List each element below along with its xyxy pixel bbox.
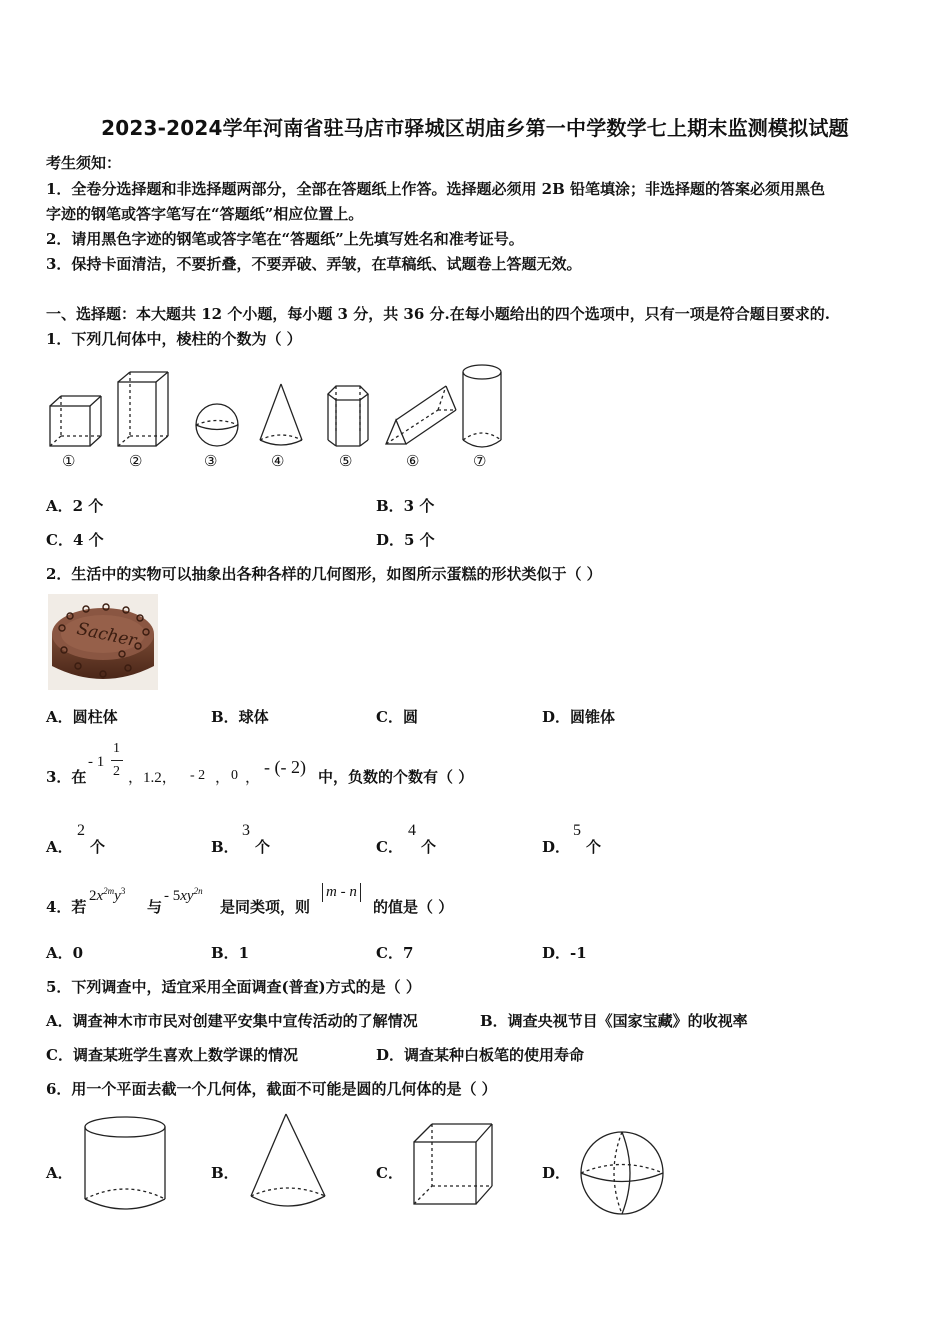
q1-label-7: ⑦: [473, 452, 487, 470]
q3-prefix: 3．在: [46, 768, 87, 786]
q4-option-a[interactable]: A．0: [46, 944, 84, 962]
q3-option-a-value: 2: [77, 822, 85, 839]
notice-item-2: 2．请用黑色字迹的钢笔或答字笔在“答题纸”上先填写姓名和准考证号。: [46, 230, 524, 248]
q6-sphere-figure[interactable]: [580, 1130, 670, 1220]
cube-solid-icon: [50, 396, 101, 446]
q4-abs-expression: m - n: [322, 883, 361, 902]
q1-solids-figure: [46, 364, 526, 454]
q3-option-d-unit: 个: [586, 838, 602, 856]
q2-option-a[interactable]: A．圆柱体: [46, 708, 118, 726]
q4-term-1: $2x^{2m}y^3$: [89, 886, 126, 904]
page-title: 2023-2024学年河南省驻马店市驿城区胡庙乡第一中学数学七上期末监测模拟试题: [101, 116, 849, 140]
section-heading: 一、选择题：本大题共 12 个小题，每小题 3 分，共 36 分.在每小题给出的四个选项中，只有一项是符合题目要求的.: [46, 305, 830, 323]
q4-suffix: 的值是（ ）: [373, 898, 454, 916]
q6-option-d[interactable]: D．: [542, 1164, 571, 1182]
q3-option-c-value: 4: [408, 822, 416, 839]
q3-option-b-unit: 个: [255, 838, 271, 856]
q4-option-b[interactable]: B．1: [211, 944, 250, 962]
q5-option-d[interactable]: D．调查某种白板笔的使用寿命: [376, 1046, 585, 1064]
q6-option-b[interactable]: B．: [211, 1164, 239, 1182]
q4-mid: 与: [147, 898, 163, 916]
q3-sep-2: ，: [215, 770, 231, 786]
q3-option-d-value: 5: [573, 822, 581, 839]
q3-value-neg2: - 2: [190, 768, 206, 783]
q1-option-d[interactable]: D．5 个: [376, 531, 435, 549]
q1-label-6: ⑥: [406, 452, 420, 470]
q4-option-c[interactable]: C．7: [376, 944, 414, 962]
q1-label-3: ③: [204, 452, 218, 470]
q3-option-a[interactable]: A．: [46, 838, 73, 856]
cake-inscription: Sacher: [74, 618, 139, 652]
sphere-solid-icon: [196, 404, 238, 446]
q2-stem: 2．生活中的实物可以抽象出各种各样的几何图形，如图所示蛋糕的形状类似于（ ）: [46, 565, 602, 583]
q5-option-a[interactable]: A．调查神木市市民对创建平安集中宣传活动的了解情况: [46, 1012, 418, 1030]
q3-sep-3: ，: [245, 770, 261, 786]
notice-item-1: 1．全卷分选择题和非选择题两部分，全部在答题纸上作答。选择题必须用 2B 铅笔填涂；非选择题的答案必须用黑色: [46, 180, 826, 198]
q3-frac-bar: [111, 760, 123, 761]
q3-frac-den: 2: [113, 764, 120, 779]
q1-label-5: ⑤: [339, 452, 353, 470]
q2-option-b[interactable]: B．球体: [211, 708, 269, 726]
q4-prefix: 4．若: [46, 898, 87, 916]
q3-suffix: 中，负数的个数有（ ）: [318, 768, 474, 786]
q3-option-d[interactable]: D．: [542, 838, 571, 856]
q1-stem: 1．下列几何体中，棱柱的个数为（ ）: [46, 330, 302, 348]
q3-frac-num: 1: [113, 741, 120, 756]
q6-cone-figure[interactable]: [245, 1112, 335, 1212]
q4-mid-2: 是同类项，则: [220, 898, 311, 916]
notice-item-1-cont: 字迹的钢笔或答字笔写在“答题纸”相应位置上。: [46, 205, 364, 223]
q1-label-2: ②: [129, 452, 143, 470]
q1-option-c[interactable]: C．4 个: [46, 531, 104, 549]
hexagonal-prism-solid-icon: [328, 386, 368, 446]
q2-option-d[interactable]: D．圆锥体: [542, 708, 616, 726]
q6-option-a[interactable]: A．: [46, 1164, 73, 1182]
q6-cube-figure[interactable]: [412, 1120, 502, 1210]
notice-item-3: 3．保持卡面清洁，不要折叠，不要弄破、弄皱，在草稿纸、试题卷上答题无效。: [46, 255, 582, 273]
q3-option-b-value: 3: [242, 822, 250, 839]
notice-heading: 考生须知：: [46, 154, 122, 172]
q6-option-c[interactable]: C．: [376, 1164, 403, 1182]
q2-option-c[interactable]: C．圆: [376, 708, 418, 726]
q5-option-b[interactable]: B．调查央视节目《国家宝藏》的收视率: [480, 1012, 748, 1030]
q3-option-a-unit: 个: [90, 838, 106, 856]
q4-term-2: - $5xy^{2n}$: [164, 886, 203, 904]
q3-value-neg-neg2: - (- 2): [264, 757, 306, 777]
cake-photo: [48, 594, 158, 690]
q3-sep-1: ，1.2，: [128, 770, 177, 786]
cone-solid-icon: [260, 384, 302, 445]
q3-value-zero: 0: [231, 768, 238, 783]
q3-option-c-unit: 个: [421, 838, 437, 856]
q1-label-1: ①: [62, 452, 76, 470]
q6-stem: 6．用一个平面去截一个几何体，截面不可能是圆的几何体的是（ ）: [46, 1080, 497, 1098]
q4-option-d[interactable]: D．-1: [542, 944, 587, 962]
q3-mixed-int: - 1: [88, 754, 105, 770]
q1-option-b[interactable]: B．3 个: [376, 497, 435, 515]
q5-stem: 5．下列调查中，适宜采用全面调查(普查)方式的是（ ）: [46, 978, 421, 996]
q3-option-c[interactable]: C．: [376, 838, 403, 856]
q6-cylinder-figure[interactable]: [80, 1115, 170, 1215]
cylinder-solid-icon: [463, 365, 501, 447]
cuboid-solid-icon: [118, 372, 168, 446]
triangular-prism-solid-icon: [386, 386, 456, 444]
q1-option-a[interactable]: A．2 个: [46, 497, 104, 515]
q1-label-4: ④: [271, 452, 285, 470]
q5-option-c[interactable]: C．调查某班学生喜欢上数学课的情况: [46, 1046, 298, 1064]
q3-option-b[interactable]: B．: [211, 838, 239, 856]
